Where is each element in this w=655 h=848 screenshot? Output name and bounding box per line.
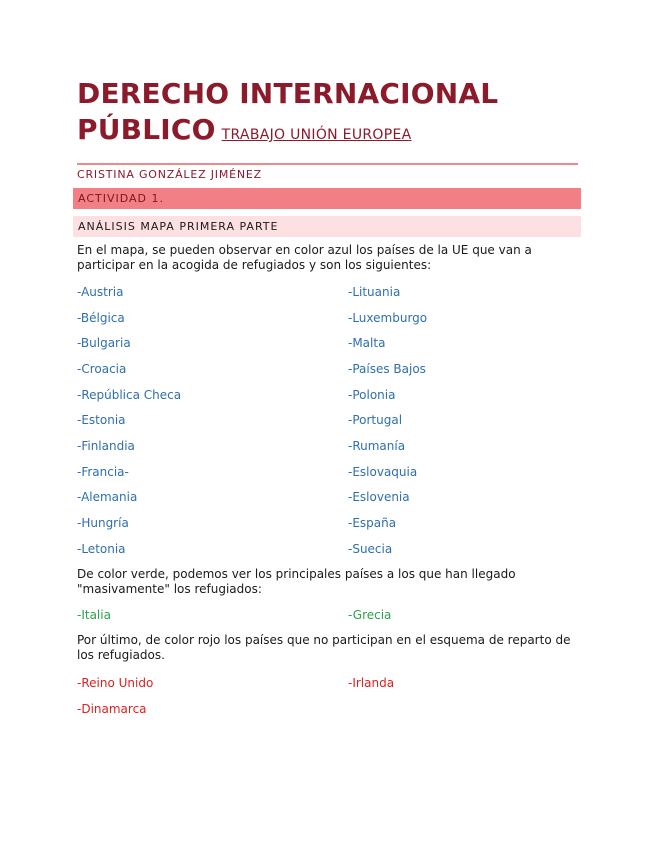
title-line-2-text: PÚBLICO: [77, 113, 216, 146]
country-estonia: -Estonia: [77, 413, 126, 427]
country-hungria: -Hungría: [77, 516, 129, 530]
country-belgica: -Bélgica: [77, 311, 125, 325]
country-eslovenia: -Eslovenia: [348, 490, 410, 504]
document-subtitle: TRABAJO UNIÓN EUROPEA: [221, 127, 412, 143]
document-title: [77, 76, 587, 153]
title-divider: [77, 163, 578, 165]
country-suecia: -Suecia: [348, 542, 393, 556]
country-austria: -Austria: [77, 285, 124, 299]
blue-section-intro: En el mapa, se pueden observar en color azul los países de la UE que van a participar en la acogida de refugiados y son los siguientes:: [77, 243, 532, 272]
activity-heading-bar: [73, 188, 581, 209]
country-republica-checa: -República Checa: [77, 388, 182, 402]
title-line-2: [77, 112, 587, 153]
author-name: CRISTINA GONZÁLEZ JIMÉNEZ: [77, 168, 262, 181]
green-section-intro: De color verde, podemos ver los principales países a los que han llegado "masivamente" los refugiados:: [77, 567, 516, 596]
country-luxemburgo: -Luxemburgo: [348, 311, 428, 325]
section-heading: ANÁLISIS MAPA PRIMERA PARTE: [78, 220, 279, 233]
activity-heading: ACTIVIDAD 1.: [78, 192, 165, 205]
country-paises-bajos: -Países Bajos: [348, 362, 426, 376]
red-section-intro: Por último, de color rojo los países que no participan en el esquema de reparto de los refugiados.: [77, 633, 571, 662]
country-eslovaquia: -Eslovaquia: [348, 465, 418, 479]
country-lituania: -Lituania: [348, 285, 401, 299]
country-croacia: -Croacia: [77, 362, 127, 376]
country-alemania: -Alemania: [77, 490, 138, 504]
country-rumania: -Rumanía: [348, 439, 406, 453]
country-bulgaria: -Bulgaria: [77, 336, 131, 350]
country-reino-unido: -Reino Unido: [77, 676, 154, 690]
country-dinamarca: -Dinamarca: [77, 702, 147, 716]
country-italia: -Italia: [77, 608, 111, 622]
country-portugal: -Portugal: [348, 413, 403, 427]
country-finlandia: -Finlandia: [77, 439, 135, 453]
country-polonia: -Polonia: [348, 388, 396, 402]
section-heading-bar: [73, 216, 581, 237]
country-espana: -España: [348, 516, 397, 530]
country-grecia: -Grecia: [348, 608, 392, 622]
country-letonia: -Letonia: [77, 542, 126, 556]
country-malta: -Malta: [348, 336, 386, 350]
country-irlanda: -Irlanda: [348, 676, 395, 690]
country-francia: -Francia-: [77, 465, 129, 479]
title-line-1: DERECHO INTERNACIONAL: [77, 77, 499, 110]
